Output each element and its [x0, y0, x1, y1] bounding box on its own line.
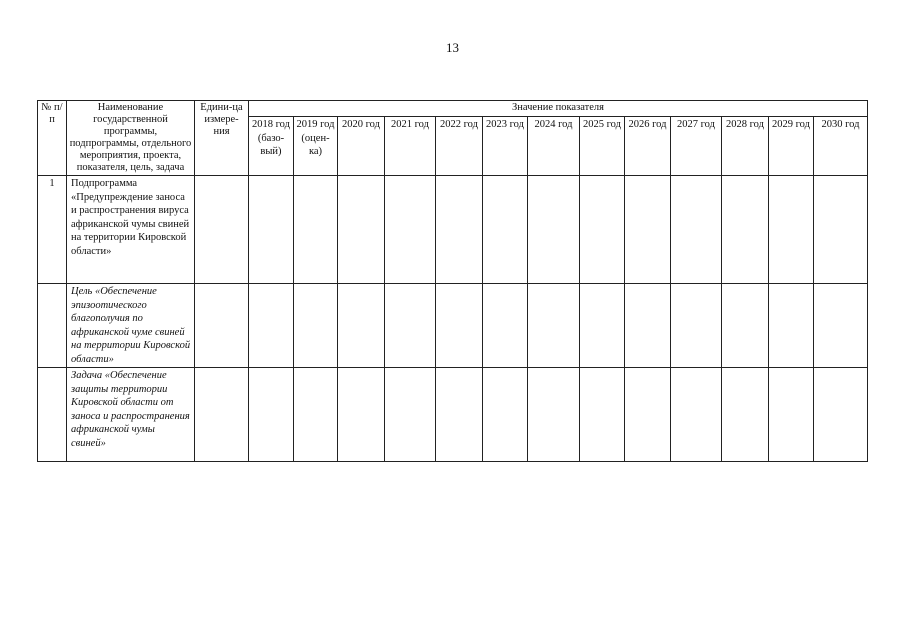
row-name: Цель «Обеспечение эпизоотического благополучия по африканской чуме свиней на территории Кировской области» — [67, 284, 195, 368]
value-cell — [249, 368, 294, 462]
header-year: 2022 год — [436, 117, 483, 176]
header-year: 2029 год — [769, 117, 814, 176]
value-cell — [769, 284, 814, 368]
value-cell — [338, 368, 385, 462]
header-year: 2025 год — [580, 117, 625, 176]
value-cell — [249, 176, 294, 284]
row-num — [38, 284, 67, 368]
header-year: 2026 год — [625, 117, 671, 176]
value-cell — [385, 284, 436, 368]
table-row — [38, 176, 868, 284]
value-cell — [580, 284, 625, 368]
value-cell — [814, 368, 868, 462]
value-cell — [436, 176, 483, 284]
value-cell — [483, 284, 528, 368]
value-cell — [338, 284, 385, 368]
value-cell — [769, 176, 814, 284]
header-year: 2023 год — [483, 117, 528, 176]
value-cell — [528, 284, 580, 368]
value-cell — [436, 284, 483, 368]
header-year: 2020 год — [338, 117, 385, 176]
header-unit: Едини-ца измере-ния — [195, 101, 249, 176]
row-name: Задача «Обеспечение защиты территории Кировской области от заноса и распространения африканской чумы свиней» — [67, 368, 195, 462]
value-cell — [528, 176, 580, 284]
row-unit — [195, 284, 249, 368]
header-name: Наименование государственной программы, подпрограммы, отдельного мероприятия, проекта, показателя, цель, задача — [67, 101, 195, 176]
value-cell — [814, 176, 868, 284]
value-cell — [294, 176, 338, 284]
value-cell — [671, 368, 722, 462]
value-cell — [338, 176, 385, 284]
value-cell — [580, 176, 625, 284]
header-year: 2024 год — [528, 117, 580, 176]
row-num: 1 — [38, 176, 67, 284]
row-unit — [195, 368, 249, 462]
value-cell — [385, 368, 436, 462]
value-cell — [671, 284, 722, 368]
value-cell — [528, 368, 580, 462]
value-cell — [436, 368, 483, 462]
header-year: 2021 год — [385, 117, 436, 176]
value-cell — [625, 368, 671, 462]
value-cell — [294, 284, 338, 368]
value-cell — [769, 368, 814, 462]
header-year: 2028 год — [722, 117, 769, 176]
value-cell — [483, 176, 528, 284]
value-cell — [580, 368, 625, 462]
header-year: 2018 год (базо-вый) — [249, 117, 294, 176]
header-value-group: Значение показателя — [249, 101, 868, 117]
value-cell — [385, 176, 436, 284]
value-cell — [814, 284, 868, 368]
row-unit — [195, 176, 249, 284]
value-cell — [722, 284, 769, 368]
table-row — [38, 368, 868, 462]
header-row — [38, 101, 868, 117]
header-num: № п/п — [38, 101, 67, 176]
value-cell — [671, 176, 722, 284]
indicators-table — [37, 100, 868, 462]
value-cell — [249, 284, 294, 368]
header-year: 2030 год — [814, 117, 868, 176]
header-year: 2019 год (оцен-ка) — [294, 117, 338, 176]
value-cell — [625, 284, 671, 368]
header-year: 2027 год — [671, 117, 722, 176]
value-cell — [294, 368, 338, 462]
value-cell — [625, 176, 671, 284]
table-row — [38, 284, 868, 368]
value-cell — [722, 368, 769, 462]
page-number: 13 — [446, 40, 459, 55]
value-cell — [483, 368, 528, 462]
row-num — [38, 368, 67, 462]
row-name: Подпрограмма «Предупреждение заноса и распространения вируса африканской чумы свиней на территории Кировской области» — [67, 176, 195, 284]
value-cell — [722, 176, 769, 284]
